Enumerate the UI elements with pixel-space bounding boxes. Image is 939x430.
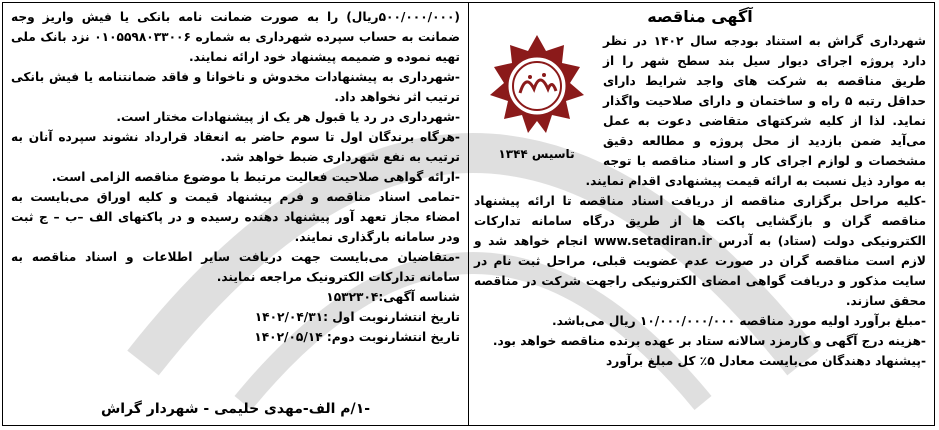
tender-notice <box>2 2 935 426</box>
notice-id: شناسه آگهی:۱۵۳۲۳۰۴ <box>326 290 460 304</box>
second-publish-date: تاریخ انتشارنوبت دوم: ۱۴۰۲/۰۵/۱۴ <box>254 330 460 344</box>
paragraph-estimate: -مبلغ برآورد اولیه مورد مناقصه ۱۰/۰۰۰/۰۰۰/۰۰۰ ریال می‌باشد. <box>551 314 926 328</box>
right-column <box>466 3 934 425</box>
paragraph-more-info: -متقاضیان می‌بایست جهت دریافت سایر اطلاعات و اسناد مناقصه به سامانه تدارکات الکترونیک مراجعه نمایند. <box>11 250 460 284</box>
signature: -۱/م الف-مهدی حلیمی - شهردار گراش <box>100 401 371 417</box>
notice-title: آگهی مناقصه <box>647 7 753 26</box>
paragraph-reject-accept: -شهرداری در رد یا قبول هر یک از پیشنهادات مختار است. <box>116 110 460 124</box>
first-publish-date: تاریخ انتشارنوبت اول :۱۴۰۲/۰۴/۳۱ <box>254 310 460 324</box>
garash-logo-icon <box>482 33 592 141</box>
paragraph-certificate: -ارائه گواهی صلاحیت فعالیت مرتبط با موضوع مناقصه الزامی است. <box>51 170 460 184</box>
municipality-logo <box>474 33 599 163</box>
paragraph-intro: شهرداری گراش به استناد بودجه سال ۱۴۰۲ در نظر دارد پروژه اجرای دیوار سیل بند سطح شهر را از طریق مناقصه به شرکت های واجد شرایط دارای حداقل رتبه ۵ راه و ساختمان و دارای صلاحیت واگذار نماید. لذا از کلیه شرکتهای متقاضی دعوت به عمل می‌آید ضمن بازدید از محل پروژه و مطالعه دقیق مشخصات و لوازم اجرای کار و اسناد مناقصه با توجه به موارد ذیل نسبت به ارائه قیمت پیشنهادی اقدام نمایند. <box>585 34 926 188</box>
paragraph-guarantee: (۵۰۰/۰۰۰/۰۰۰ریال) را به صورت ضمانت نامه بانکی یا فیش واریز وجه ضمانت به حساب سپرده شهرداری به شماره ۰۱۰۵۵۹۸۰۳۳۰۰۶ نزد بانک ملی تهیه نموده و ضمیمه پیشنهاد خود ارائه نمایند. <box>11 10 460 64</box>
paragraph-deposit-start: -پیشنهاد دهندگان می‌بایست معادل ۵٪ کل مبلغ برآورد <box>606 354 926 368</box>
left-column <box>3 3 468 425</box>
paragraph-winners: -هرگاه برندگان اول تا سوم حاضر به انعقاد قرارداد نشوند سپرده آنان به ترتیب به نفع شهرداری ضبط خواهد شد. <box>11 130 460 164</box>
paragraph-documents: -تمامی اسناد مناقصه و فرم پیشنهاد قیمت و کلیه اوراق می‌بایست به امضاء مجاز تعهد آور پیشنهاد دهنده رسیده و در پاکتهای الف –ب – ج ثبت ودر سامانه بارگذاری نمایند. <box>11 190 460 244</box>
paragraph-fees: -هزینه درج آگهی و کارمزد سالانه ستاد بر عهده برنده مناقصه خواهد بود. <box>492 334 926 348</box>
paragraph-invalid-bids: -شهرداری به پیشنهادات مخدوش و ناخوانا و فاقد ضمانتنامه یا فیش بانکی ترتیب اثر نخواهد داد. <box>11 70 460 104</box>
logo-caption: تاسیس ۱۳۴۴ <box>498 147 575 161</box>
paragraph-procedure: -کلیه مراحل برگزاری مناقصه از دریافت اسناد مناقصه تا ارائه پیشنهاد مناقصه گران و بازگشایی پاکت ها از طریق درگاه سامانه تدارکات الکترونیکی دولت (ستاد) به آدرس www.setadiran.ir انجام خواهد شد و لازم است مناقصه گران در صورت عدم عضویت قبلی، مراحل ثبت نام در سایت مذکور و دریافت گواهی امضای الکترونیکی راجهت شرکت در مناقصه محقق سازند. <box>474 194 926 308</box>
